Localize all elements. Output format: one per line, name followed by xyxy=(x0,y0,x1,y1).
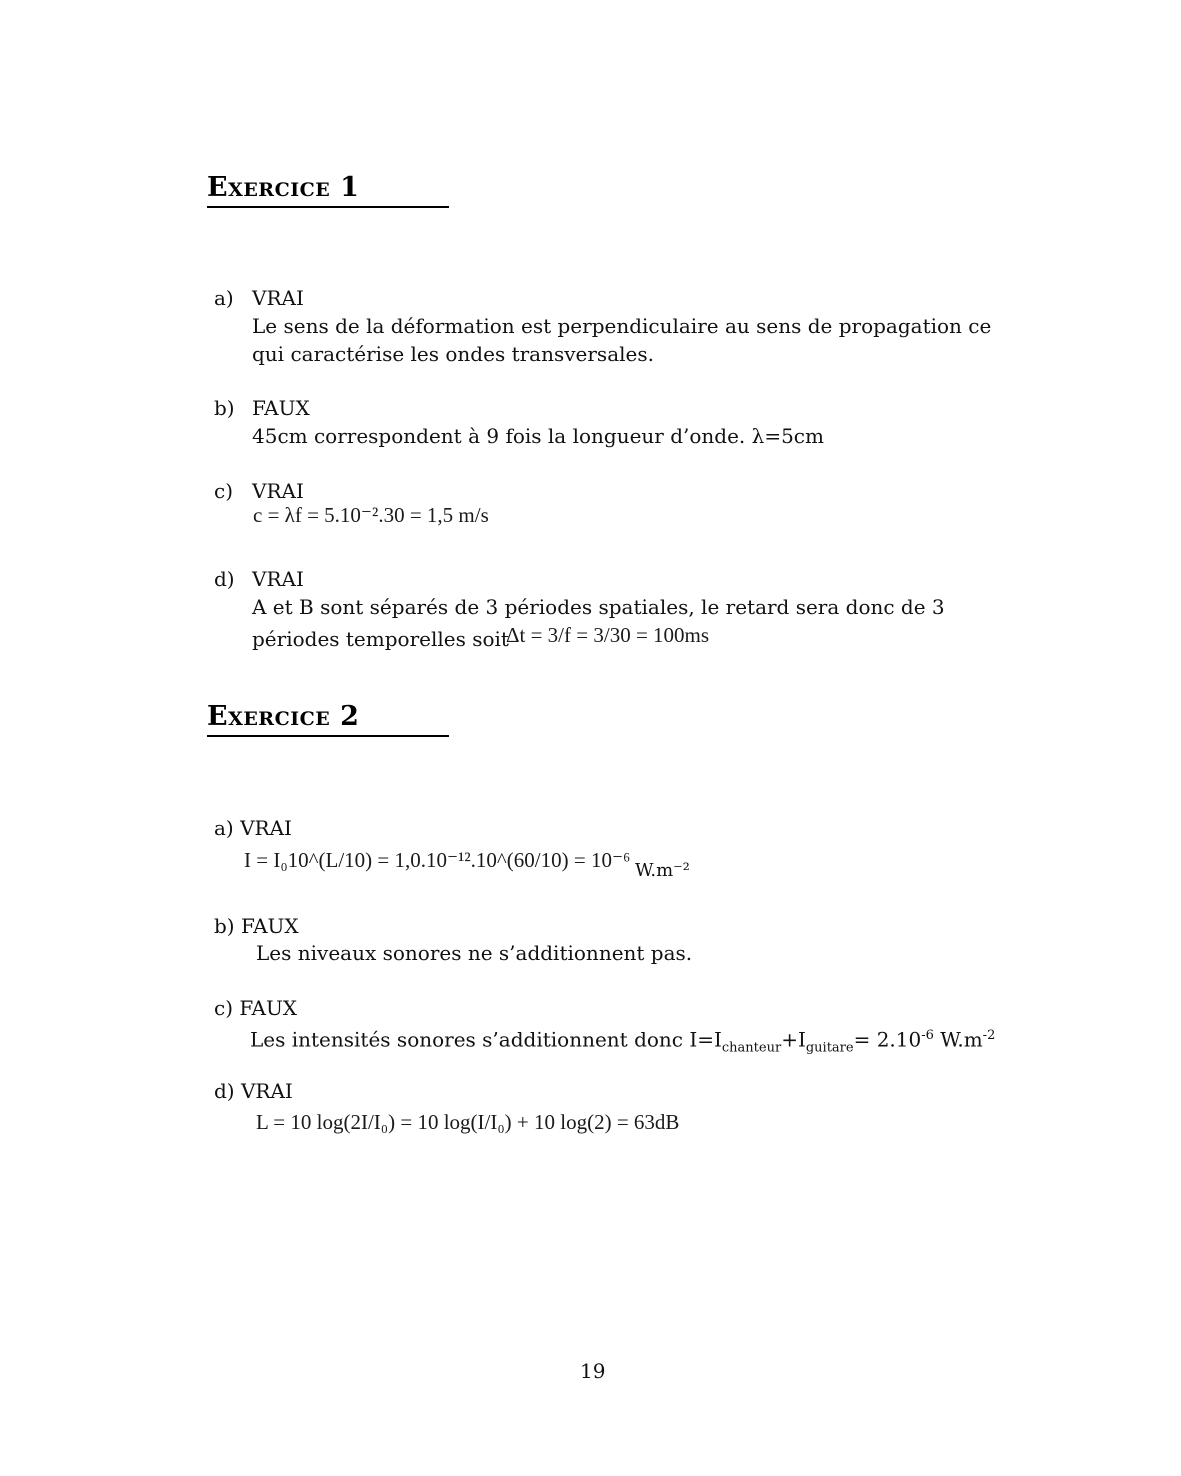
page-number: 19 xyxy=(580,1359,606,1383)
exercise-2-title: Exercice 2 xyxy=(207,701,360,732)
ex2-a-unit: W.m⁻² xyxy=(635,860,690,881)
ex1-b-answer: FAUX xyxy=(252,396,310,420)
ex2-c-result: = 2.10 xyxy=(853,1027,922,1052)
exercise-2-underline xyxy=(207,735,449,737)
ex2-c-text: Les intensités sonores s’additionnent donc I=I xyxy=(250,1027,722,1052)
ex1-b-label: b) xyxy=(214,396,235,420)
ex2-c-unit-exponent: -2 xyxy=(982,1028,996,1043)
ex1-d-explanation-line2: périodes temporelles soit xyxy=(252,627,509,651)
ex2-a-formula: I = I₀10^(L/10) = 1,0.10⁻¹².10^(60/10) = 10⁻⁶ xyxy=(244,848,631,872)
ex1-d-answer: VRAI xyxy=(252,567,304,591)
ex2-b-heading: b) FAUX xyxy=(214,914,299,938)
ex2-c-sub-guitare: guitare xyxy=(805,1040,854,1056)
ex1-b-explanation: 45cm correspondent à 9 fois la longueur d’onde. λ=5cm xyxy=(252,424,824,448)
exercise-1-underline xyxy=(207,206,449,208)
exercise-1-title: Exercice 1 xyxy=(207,172,360,203)
ex2-c-unit: W.m xyxy=(933,1027,983,1052)
ex2-c-heading: c) FAUX xyxy=(214,996,298,1020)
ex1-d-label: d) xyxy=(214,567,235,591)
ex2-d-heading: d) VRAI xyxy=(214,1079,293,1103)
ex1-d-formula: Δt = 3/f = 3/30 = 100ms xyxy=(506,623,710,647)
ex2-c-exponent: -6 xyxy=(921,1028,934,1043)
ex1-a-answer: VRAI xyxy=(252,286,304,310)
ex1-c-answer: VRAI xyxy=(252,479,304,503)
ex1-d-explanation-line1: A et B sont séparés de 3 périodes spatiales, le retard sera donc de 3 xyxy=(252,595,945,619)
ex1-a-label: a) xyxy=(214,286,234,310)
ex1-a-explanation-line1: Le sens de la déformation est perpendiculaire au sens de propagation ce xyxy=(252,314,992,338)
ex1-c-label: c) xyxy=(214,479,234,503)
ex1-c-formula: c = λf = 5.10⁻².30 = 1,5 m/s xyxy=(253,503,489,527)
ex2-b-explanation: Les niveaux sonores ne s’additionnent pas. xyxy=(256,941,693,965)
ex2-a-heading: a) VRAI xyxy=(214,816,292,840)
ex2-d-formula: L = 10 log(2I/I₀) = 10 log(I/I₀) + 10 log(2) = 63dB xyxy=(256,1110,680,1134)
ex2-c-explanation xyxy=(250,1022,995,1063)
ex2-c-plus: +I xyxy=(781,1027,806,1052)
ex1-a-explanation-line2: qui caractérise les ondes transversales. xyxy=(252,342,654,366)
ex2-c-sub-chanteur: chanteur xyxy=(721,1040,782,1056)
